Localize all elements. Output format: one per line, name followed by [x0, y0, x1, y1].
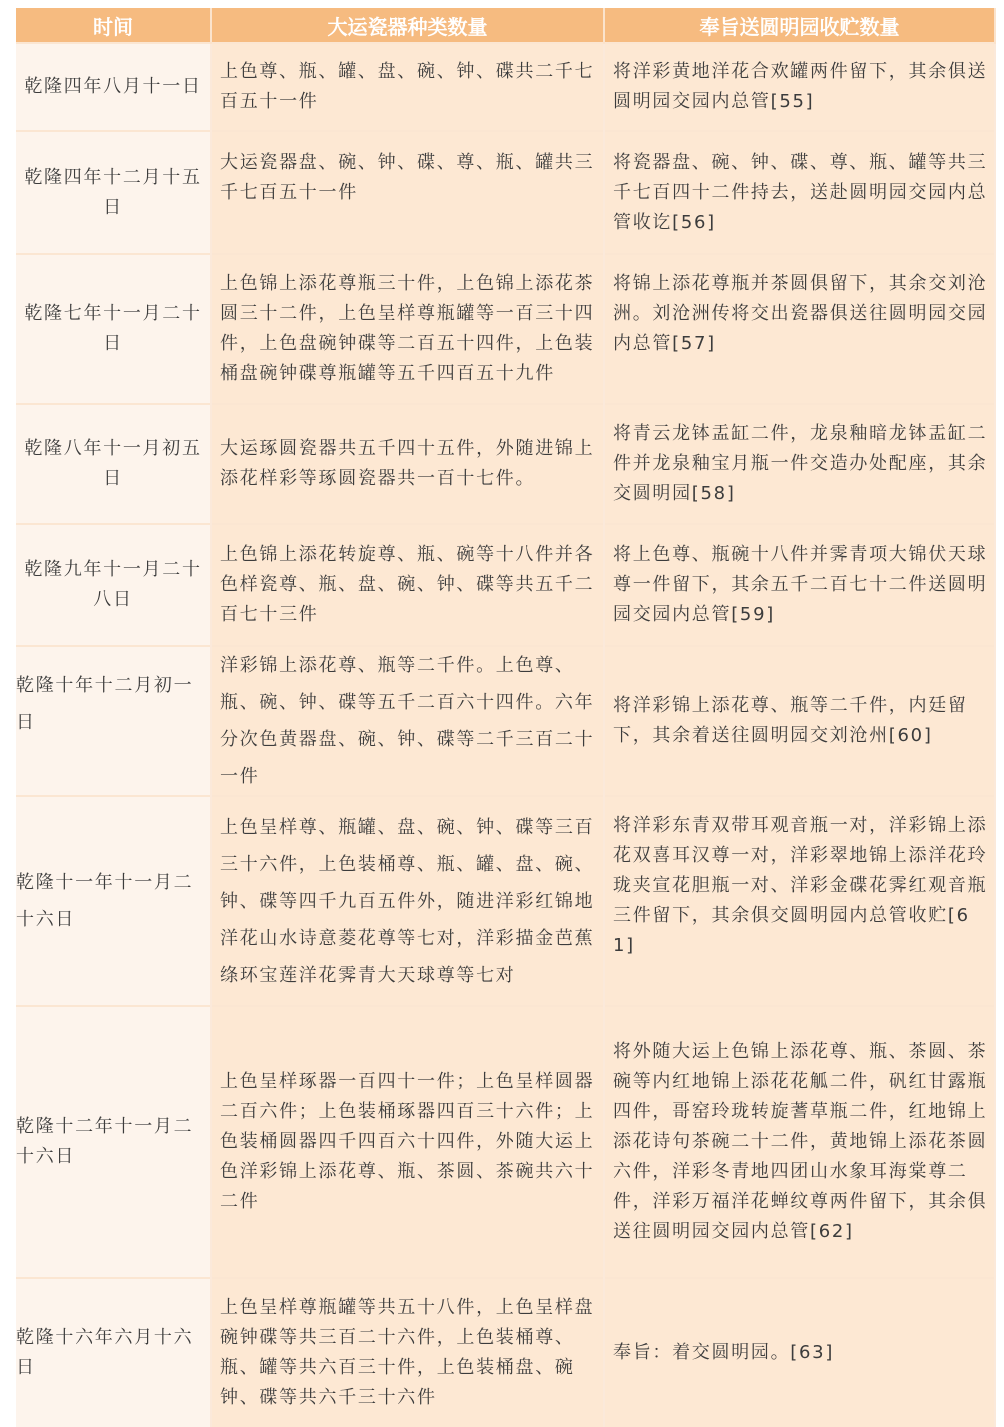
retained-cell: 将锦上添花尊瓶并茶圆俱留下，其余交刘沧洲。刘沧洲传将交出瓷器俱送往圆明园交园内总管[57]: [604, 254, 995, 404]
header-row: [16, 8, 995, 43]
header-retained: 奉旨送圆明园收贮数量: [604, 8, 995, 43]
shipment-cell: 大运瓷器盘、碗、钟、碟、尊、瓶、罐共三千七百五十一件: [211, 131, 604, 254]
shipment-cell: 洋彩锦上添花尊、瓶等二千件。上色尊、瓶、碗、钟、碟等五千二百六十四件。六年分次色黄器盘、碗、钟、碟等二千三百二十一件: [211, 646, 604, 796]
date-cell: 乾隆八年十一月初五日: [16, 404, 211, 524]
shipment-cell: 大运琢圆瓷器共五千四十五件，外随进锦上添花样彩等琢圆瓷器共一百十七件。: [211, 404, 604, 524]
date-cell: 乾隆十六年六月十六日: [16, 1278, 211, 1427]
retained-cell: 将洋彩东青双带耳观音瓶一对，洋彩锦上添花双喜耳汉尊一对，洋彩翠地锦上添洋花玲珑夹宣花胆瓶一对、洋彩金碟花霁红观音瓶三件留下，其余俱交圆明园内总管收贮[61]: [604, 796, 995, 1006]
date-cell: 乾隆七年十一月二十日: [16, 254, 211, 404]
retained-cell: 将青云龙钵盂缸二件，龙泉釉暗龙钵盂缸二件并龙泉釉宝月瓶一件交造办处配座，其余交圆明园[58]: [604, 404, 995, 524]
retained-cell: 奉旨：着交圆明园。[63]: [604, 1278, 995, 1427]
table-row: [16, 131, 995, 254]
date-cell: 乾隆四年八月十一日: [16, 43, 211, 131]
shipment-cell: 上色锦上添花尊瓶三十件，上色锦上添花茶圆三十二件，上色呈样尊瓶罐等一百三十四件，上色盘碗钟碟等二百五十四件，上色装桶盘碗钟碟尊瓶罐等五千四百五十九件: [211, 254, 604, 404]
table-row: [16, 254, 995, 404]
shipment-cell: 上色呈样尊瓶罐等共五十八件，上色呈样盘碗钟碟等共三百二十六件，上色装桶尊、瓶、罐等共六百三十件，上色装桶盘、碗钟、碟等共六千三十六件: [211, 1278, 604, 1427]
retained-cell: 将洋彩黄地洋花合欢罐两件留下，其余俱送圆明园交园内总管[55]: [604, 43, 995, 131]
table-row: [16, 1278, 995, 1427]
table-row: [16, 796, 995, 1006]
retained-cell: 将洋彩锦上添花尊、瓶等二千件，内廷留下，其余着送往圆明园交刘沧州[60]: [604, 646, 995, 796]
header-shipment: 大运瓷器种类数量: [211, 8, 604, 43]
header-date: 时间: [16, 8, 211, 43]
date-cell: 乾隆十一年十一月二十六日: [16, 796, 211, 1006]
retained-cell: 将外随大运上色锦上添花尊、瓶、茶圆、茶碗等内红地锦上添花花觚二件，矾红甘露瓶四件，哥窑玲珑转旋蓍草瓶二件，红地锦上添花诗句茶碗二十二件，黄地锦上添花茶圆六件，洋彩冬青地四团山水象耳海棠尊二件，洋彩万福洋花蝉纹尊两件留下，其余俱送往圆明园交园内总管[62]: [604, 1006, 995, 1278]
shipment-cell: 上色尊、瓶、罐、盘、碗、钟、碟共二千七百五十一件: [211, 43, 604, 131]
date-cell: 乾隆九年十一月二十八日: [16, 524, 211, 646]
table-row: [16, 646, 995, 796]
table-row: [16, 404, 995, 524]
date-cell: 乾隆十年十二月初一日: [16, 646, 211, 796]
retained-cell: 将上色尊、瓶碗十八件并霁青项大锦伏天球尊一件留下，其余五千二百七十二件送圆明园交园内总管[59]: [604, 524, 995, 646]
retained-cell: 将瓷器盘、碗、钟、碟、尊、瓶、罐等共三千七百四十二件持去，送赴圆明园交园内总管收讫[56]: [604, 131, 995, 254]
shipment-cell: 上色呈样琢器一百四十一件；上色呈样圆器二百六件；上色装桶琢器四百三十六件；上色装桶圆器四千四百六十四件，外随大运上色洋彩锦上添花尊、瓶、茶圆、茶碗共六十二件: [211, 1006, 604, 1278]
porcelain-table: [16, 8, 996, 1427]
shipment-cell: 上色锦上添花转旋尊、瓶、碗等十八件并各色样瓷尊、瓶、盘、碗、钟、碟等共五千二百七十三件: [211, 524, 604, 646]
shipment-cell: 上色呈样尊、瓶罐、盘、碗、钟、碟等三百三十六件，上色装桶尊、瓶、罐、盘、碗、钟、碟等四千九百五件外，随进洋彩红锦地洋花山水诗意菱花尊等七对，洋彩描金芭蕉绦环宝莲洋花霁青大天球尊等七对: [211, 796, 604, 1006]
date-cell: 乾隆十二年十一月二十六日: [16, 1006, 211, 1278]
table-row: [16, 1006, 995, 1278]
table-row: [16, 43, 995, 131]
table-row: [16, 524, 995, 646]
date-cell: 乾隆四年十二月十五日: [16, 131, 211, 254]
